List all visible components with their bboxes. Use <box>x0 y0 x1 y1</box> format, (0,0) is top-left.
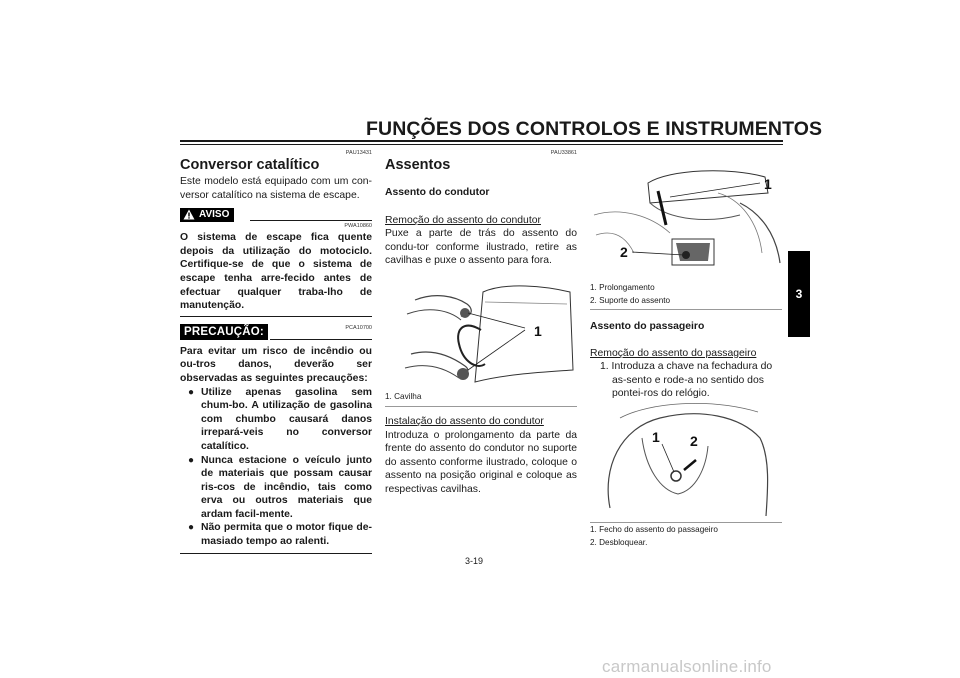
driver-install-heading: Instalação do assento do condutor <box>385 416 544 427</box>
caution-bullet <box>188 454 372 522</box>
right-figure2-captions <box>590 524 782 549</box>
caution-bullet-list <box>180 386 372 549</box>
page-number: 3-19 <box>465 556 484 566</box>
caution-bullet <box>188 386 372 454</box>
warning-label: AVISO <box>199 209 230 221</box>
driver-removal-text: Puxe a parte de trás do assento do condu-tor conforme ilustrado, retire as cavilhas e puxe o assento para fora. <box>385 228 577 267</box>
figure-callout-2: 2 <box>690 433 698 449</box>
seat-extension-figure <box>590 163 782 281</box>
caution-bullet-text: Não permita que o motor fique de-masiado tempo ao ralenti. <box>201 522 372 548</box>
driver-install-text: Introduza o prolongamento da parte da frente do assento do condutor no suporte do assento conforme ilustrado, coloque o assento na posição original e coloque as respectivas cavilhas. <box>385 429 577 495</box>
passenger-seat-subtitle: Assento do passageiro <box>590 321 705 332</box>
figure-callout-2: 2 <box>620 244 628 260</box>
caution-end-rule <box>180 553 372 554</box>
figure-callout-1: 1 <box>652 429 660 445</box>
figure-caption-rule <box>385 406 577 407</box>
caution-text: Para evitar um risco de incêndio ou ou-tros danos, deverão ser observadas as seguintes precauções: <box>180 345 372 384</box>
figure-caption-rule <box>590 309 782 310</box>
middle-column <box>385 150 577 268</box>
left-column <box>180 150 372 554</box>
right-column-text <box>590 320 782 401</box>
figure-callout-1: 1 <box>764 176 772 192</box>
header-rule-thick <box>180 140 783 142</box>
warning-badge <box>180 208 234 222</box>
figure-caption: 1. Prolongamento <box>590 283 655 292</box>
caution-code: PCA10700 <box>345 324 372 331</box>
passenger-seat-lock-figure <box>590 398 782 522</box>
watermark: carmanualsonline.info <box>602 657 772 676</box>
figure-caption-rule <box>590 522 782 523</box>
caution-badge: PRECAUÇÃO: <box>180 324 268 340</box>
figure-caption: 2. Suporte do assento <box>590 295 671 305</box>
bullet-dot-icon: ● <box>188 454 195 466</box>
caution-block <box>180 322 372 340</box>
passenger-removal-heading: Remoção do assento do passageiro <box>590 347 757 359</box>
caution-bullet-text: Nunca estacione o veículo junto de materiais que possam causar ris-cos de incêndio, tais como erva ou outros materiais que ardam facil-mente. <box>201 454 372 520</box>
warning-rule <box>250 220 372 221</box>
warning-end-rule <box>180 316 372 317</box>
section-title-seats: Assentos <box>385 157 451 173</box>
right-figure1-captions <box>590 282 782 307</box>
driver-figure-caption: 1. Cavilha <box>385 392 422 401</box>
warning-code: PWA10860 <box>344 223 372 230</box>
caution-bullet-text: Utilize apenas gasolina sem chum-bo. A utilização de gasolina com chumbo causará danos irrepará-veis no conversor catalítico. <box>201 386 372 452</box>
warning-block <box>180 207 372 221</box>
section-code: PAU13431 <box>345 150 372 156</box>
caution-rule <box>270 339 372 340</box>
figure-caption: 2. Desbloquear. <box>590 537 648 547</box>
passenger-step-1: 1. Introduza a chave na fechadura do as-sento e rode-a no sentido dos pontei-ros do relógio. <box>600 361 773 400</box>
page-header-title: FUNÇÕES DOS CONTROLOS E INSTRUMENTOS <box>366 118 823 140</box>
section-title-catalytic: Conversor catalítico <box>180 157 320 173</box>
driver-seat-subtitle: Assento do condutor <box>385 187 490 198</box>
driver-removal-heading: Remoção do assento do condutor <box>385 214 541 226</box>
bullet-dot-icon: ● <box>188 386 195 398</box>
figure-callout-1: 1 <box>534 323 542 339</box>
section-code: PAU33861 <box>550 150 577 156</box>
middle-column-lower <box>385 415 577 497</box>
header-rule-thin <box>180 144 783 145</box>
chapter-tab: 3 <box>788 251 810 337</box>
figure-caption: 1. Fecho do assento do passageiro <box>590 525 718 534</box>
catalytic-intro: Este modelo está equipado com um con-versor catalítico na sistema de escape. <box>180 176 372 201</box>
warning-text: O sistema de escape fica quente depois da utilização do motociclo. Certifique-se de que o sistema de escape tenha arre-fecido antes de efectuar qualquer traba-lho de manutenção. <box>180 232 372 312</box>
caution-bullet <box>188 521 372 548</box>
bullet-dot-icon: ● <box>188 522 195 534</box>
driver-seat-bolt-figure <box>385 270 577 390</box>
warning-triangle-icon <box>183 209 195 220</box>
